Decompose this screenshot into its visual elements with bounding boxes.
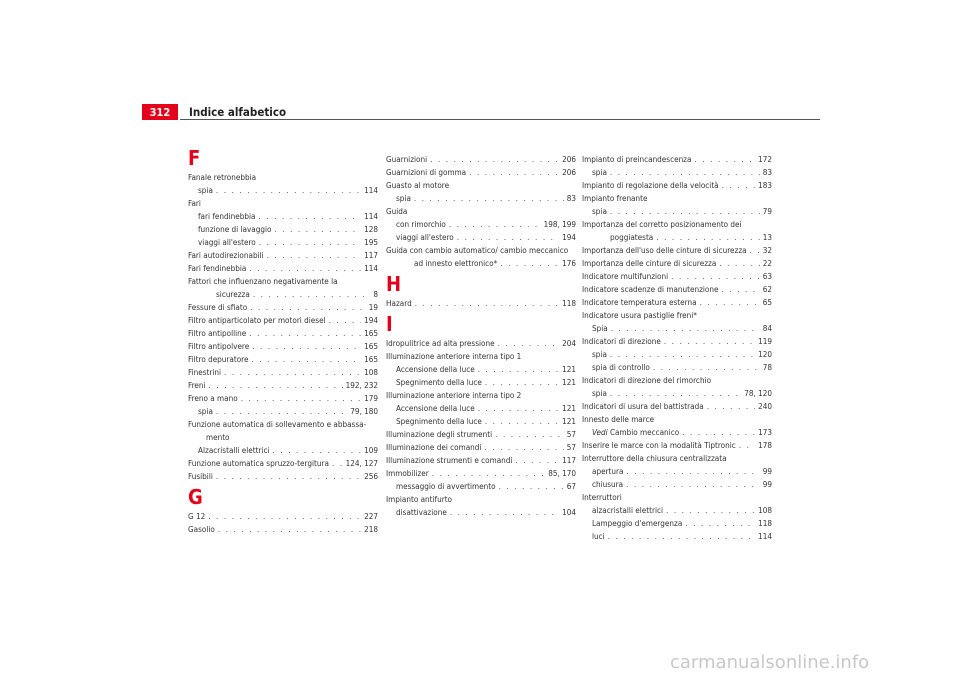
index-section-letter: F — [188, 146, 201, 170]
index-section-letter: H — [386, 272, 402, 296]
index-entry-label: Fari fendinebbia — [188, 263, 247, 273]
index-section-letter: I — [386, 312, 393, 336]
dot-leader — [457, 231, 559, 244]
index-entry-label: Fusibili — [188, 471, 213, 481]
index-entry-label: fari fendinebbia — [198, 211, 256, 221]
index-entry — [188, 457, 378, 470]
dot-leader — [739, 439, 755, 452]
index-entry — [386, 454, 576, 467]
index-entry-label: Indicatori di usura del battistrada — [582, 401, 704, 411]
index-entry — [582, 478, 772, 491]
index-entry-label: Filtro antipolline — [188, 328, 247, 338]
index-entry-label: poggiatesta — [610, 232, 654, 242]
index-entry-label: Indicatore multifunzioni — [582, 271, 669, 281]
index-entry-label: Illuminazione strumenti e comandi — [386, 455, 513, 465]
dot-leader — [430, 153, 559, 166]
index-entry — [582, 179, 772, 192]
index-entry-pages: 114 — [364, 211, 378, 221]
index-entry — [188, 470, 378, 483]
index-entry-label: chiusura — [592, 479, 624, 489]
index-entry-label: Guarnizioni — [386, 154, 428, 164]
index-entry-label: viaggi all'estero — [396, 232, 454, 242]
dot-leader — [216, 405, 347, 418]
dot-leader — [249, 262, 361, 275]
index-entry-label: Accensione della luce — [396, 364, 475, 374]
index-entry-pages: 67 — [566, 481, 576, 491]
index-entry-pages: 114 — [758, 531, 772, 541]
dot-leader — [682, 426, 755, 439]
index-entry-label: Importanza dell'uso delle cinture di sicurezza — [582, 245, 747, 255]
index-entry-label: Spia — [592, 323, 608, 333]
index-entry-pages: 227 — [364, 511, 378, 521]
dot-leader — [611, 322, 760, 335]
dot-leader — [414, 192, 564, 205]
index-entry-label: Idropulitrice ad alta pressione — [386, 338, 495, 348]
index-entry — [582, 322, 772, 335]
index-entry-pages: 240 — [758, 401, 772, 411]
dot-leader — [209, 379, 343, 392]
dot-leader — [218, 523, 361, 536]
index-entry — [188, 223, 378, 236]
dot-leader — [216, 470, 361, 483]
index-entry-label: Accensione della luce — [396, 403, 475, 413]
dot-leader — [259, 236, 361, 249]
dot-leader — [610, 166, 760, 179]
index-entry-label: Illuminazione dei comandi — [386, 442, 482, 452]
index-entry-label: apertura — [592, 466, 624, 476]
index-entry-pages: 121 — [562, 377, 576, 387]
dot-leader — [274, 223, 361, 236]
index-heading: Funzione automatica di sollevamento e abbassa- — [188, 419, 367, 429]
index-section-letter: G — [188, 485, 203, 509]
index-entry-label: spia — [592, 349, 607, 359]
dot-leader — [495, 428, 564, 441]
dot-leader — [626, 478, 760, 491]
index-entry-label: spia — [396, 193, 411, 203]
index-heading: Indicatore usura pastiglie freni* — [582, 310, 697, 320]
index-entry — [188, 314, 378, 327]
page-title: Indice alfabetico — [189, 105, 287, 119]
index-entry-label: Funzione automatica spruzzo-tergitura — [188, 458, 329, 468]
index-entry — [582, 231, 772, 244]
index-entry — [188, 288, 378, 301]
dot-leader — [432, 467, 545, 480]
index-entry-pages: 63 — [762, 271, 772, 281]
index-entry-pages: 183 — [758, 180, 772, 190]
dot-leader — [450, 506, 559, 519]
index-entry-pages: 57 — [566, 442, 576, 452]
index-entry-pages: 173 — [758, 427, 772, 437]
see-reference-label: Vedi — [592, 427, 608, 437]
index-entry-pages: 192, 232 — [345, 380, 378, 390]
dot-leader — [608, 530, 755, 543]
index-entry-label: sicurezza — [216, 289, 250, 299]
index-entry-label: Cambio meccanico — [609, 427, 680, 437]
index-entry-pages: 117 — [562, 455, 576, 465]
dot-leader — [224, 366, 361, 379]
index-entry — [188, 210, 378, 223]
dot-leader — [449, 218, 541, 231]
index-entry — [582, 244, 772, 257]
index-entry-pages: 165 — [364, 354, 378, 364]
index-entry — [582, 270, 772, 283]
dot-leader — [664, 335, 755, 348]
index-heading: Importanza del corretto posizionamento dei — [582, 219, 742, 229]
index-column-3 — [582, 153, 772, 543]
index-heading-continuation: mento — [206, 432, 230, 442]
index-entry — [386, 231, 576, 244]
index-entry-label: Filtro depuratore — [188, 354, 249, 364]
index-entry — [188, 340, 378, 353]
dot-leader — [485, 376, 559, 389]
index-entry — [188, 301, 378, 314]
index-entry — [386, 257, 576, 270]
index-entry-label: Freni — [188, 380, 206, 390]
index-entry-label: funzione di lavaggio — [198, 224, 272, 234]
index-heading: Interruttore della chiusura centralizzata — [582, 453, 727, 463]
index-entry-label: disattivazione — [396, 507, 447, 517]
index-heading: Fari — [188, 198, 201, 208]
index-heading: Impianto antifurto — [386, 494, 453, 504]
index-entry-pages: 13 — [762, 232, 772, 242]
index-entry-label: Alzacristalli elettrici — [198, 445, 270, 455]
index-entry — [188, 444, 378, 457]
index-entry-label: Fari autodirezionabili — [188, 250, 264, 260]
index-entry-pages: 204 — [562, 338, 576, 348]
index-entry — [582, 361, 772, 374]
dot-leader — [329, 314, 362, 327]
dot-leader — [259, 210, 362, 223]
index-entry — [386, 218, 576, 231]
index-heading: Guida — [386, 206, 408, 216]
index-entry — [386, 153, 576, 166]
index-entry-label: luci — [592, 531, 605, 541]
watermark: carmanualsonline.info — [670, 652, 870, 673]
index-entry — [188, 353, 378, 366]
index-entry-label: Spegnimento della luce — [396, 416, 482, 426]
index-entry-label: alzacristalli elettrici — [592, 505, 664, 515]
index-entry-label: Freno a mano — [188, 393, 238, 403]
header-divider — [180, 119, 820, 120]
index-entry — [582, 335, 772, 348]
index-heading: Indicatori di direzione del rimorchio — [582, 375, 712, 385]
index-entry-pages: 99 — [762, 479, 772, 489]
index-entry-pages: 206 — [562, 154, 576, 164]
index-entry-label: Finestrini — [188, 367, 222, 377]
index-entry-pages: 121 — [562, 416, 576, 426]
dot-leader — [719, 257, 759, 270]
index-entry-pages: 117 — [364, 250, 378, 260]
index-column-2 — [386, 153, 576, 519]
index-entry — [582, 153, 772, 166]
index-entry-pages: 57 — [566, 429, 576, 439]
dot-leader — [484, 441, 563, 454]
dot-leader — [485, 415, 559, 428]
dot-leader — [694, 153, 755, 166]
dot-leader — [478, 363, 559, 376]
index-entry — [188, 366, 378, 379]
index-entry-pages: 65 — [762, 297, 772, 307]
index-entry-label: G 12 — [188, 511, 206, 521]
index-heading: Guida con cambio automatico/ cambio meccanico — [386, 245, 569, 255]
index-entry-pages: 22 — [762, 258, 772, 268]
index-entry — [188, 510, 378, 523]
index-entry — [386, 441, 576, 454]
index-entry — [582, 517, 772, 530]
index-heading: Guasto al motore — [386, 180, 450, 190]
index-heading: Interruttori — [582, 492, 622, 502]
index-entry-label: Indicatori di direzione — [582, 336, 661, 346]
dot-leader — [250, 301, 366, 314]
index-entry-label: Filtro antipolvere — [188, 341, 250, 351]
index-entry — [582, 387, 772, 400]
index-entry-pages: 165 — [364, 341, 378, 351]
index-entry — [582, 257, 772, 270]
index-entry-pages: 198, 199 — [543, 219, 576, 229]
index-entry — [386, 166, 576, 179]
index-entry — [582, 205, 772, 218]
index-entry-pages: 99 — [762, 466, 772, 476]
index-heading: Fattori che influenzano negativamente la — [188, 276, 338, 286]
index-entry — [582, 530, 772, 543]
dot-leader — [252, 340, 361, 353]
dot-leader — [515, 454, 559, 467]
index-entry-label: Lampeggio d'emergenza — [592, 518, 683, 528]
index-entry-label: spia — [198, 185, 213, 195]
index-entry-label: Impianto di regolazione della velocità — [582, 180, 719, 190]
index-entry-pages: 78, 120 — [744, 388, 772, 398]
index-entry — [188, 236, 378, 249]
dot-leader — [666, 504, 755, 517]
index-entry-label: viaggi all'estero — [198, 237, 256, 247]
index-entry-pages: 62 — [762, 284, 772, 294]
dot-leader — [499, 480, 564, 493]
dot-leader — [208, 510, 361, 523]
index-entry-label: spia — [198, 406, 213, 416]
index-entry — [386, 192, 576, 205]
index-entry — [386, 297, 576, 310]
dot-leader — [249, 327, 361, 340]
index-entry-label: Illuminazione degli strumenti — [386, 429, 493, 439]
index-entry — [386, 402, 576, 415]
dot-leader — [267, 249, 361, 262]
dot-leader — [273, 444, 362, 457]
dot-leader — [671, 270, 760, 283]
dot-leader — [722, 179, 755, 192]
index-entry-pages: 8 — [373, 289, 378, 299]
index-entry-label: Guarnizioni di gomma — [386, 167, 467, 177]
dot-leader — [253, 288, 371, 301]
index-entry — [582, 465, 772, 478]
index-entry — [386, 376, 576, 389]
index-entry-pages: 84 — [762, 323, 772, 333]
index-entry — [386, 363, 576, 376]
index-entry-pages: 19 — [368, 302, 378, 312]
dot-leader — [332, 457, 343, 470]
index-entry-pages: 83 — [762, 167, 772, 177]
index-entry-pages: 120 — [758, 349, 772, 359]
index-entry-pages: 118 — [758, 518, 772, 528]
dot-leader — [653, 361, 760, 374]
index-column-1 — [188, 144, 378, 536]
index-entry-pages: 79, 180 — [350, 406, 378, 416]
index-entry-label: Spegnimento della luce — [396, 377, 482, 387]
index-entry — [188, 262, 378, 275]
index-entry — [188, 249, 378, 262]
index-heading: Innesto delle marce — [582, 414, 655, 424]
index-entry-pages: 206 — [562, 167, 576, 177]
index-entry-label: Importanza delle cinture di sicurezza — [582, 258, 717, 268]
index-entry-pages: 108 — [758, 505, 772, 515]
index-entry-pages: 32 — [762, 245, 772, 255]
index-entry-pages: 119 — [758, 336, 772, 346]
index-entry — [582, 504, 772, 517]
index-entry-label: spia di controllo — [592, 362, 650, 372]
index-entry-pages: 218 — [364, 524, 378, 534]
dot-leader — [478, 402, 559, 415]
index-entry-pages: 78 — [762, 362, 772, 372]
index-entry-pages: 85, 170 — [548, 468, 576, 478]
page-number-badge: 312 — [142, 104, 178, 120]
index-entry-pages: 178 — [758, 440, 772, 450]
dot-leader — [216, 184, 361, 197]
index-entry — [582, 426, 772, 439]
dot-leader — [685, 517, 755, 530]
index-entry — [188, 327, 378, 340]
dot-leader — [610, 348, 755, 361]
dot-leader — [707, 400, 755, 413]
index-entry-pages: 114 — [364, 185, 378, 195]
index-entry — [582, 439, 772, 452]
index-heading: Illuminazione anteriore interna tipo 1 — [386, 351, 522, 361]
index-entry-label: Impianto di preincandescenza — [582, 154, 692, 164]
dot-leader — [610, 205, 760, 218]
index-entry — [188, 392, 378, 405]
index-entry — [188, 523, 378, 536]
index-entry-label: Gasolio — [188, 524, 215, 534]
index-entry-pages: 104 — [562, 507, 576, 517]
dot-leader — [469, 166, 559, 179]
index-entry-label: Inserire le marce con la modalità Tiptronic — [582, 440, 736, 450]
dot-leader — [721, 283, 759, 296]
index-entry — [188, 379, 378, 392]
index-entry — [582, 166, 772, 179]
dot-leader — [626, 465, 759, 478]
index-entry-pages: 114 — [364, 263, 378, 273]
index-entry-pages: 79 — [762, 206, 772, 216]
index-entry — [386, 506, 576, 519]
index-entry-pages: 165 — [364, 328, 378, 338]
index-entry — [582, 283, 772, 296]
index-entry-label: spia — [592, 206, 607, 216]
index-heading: Impianto frenante — [582, 193, 648, 203]
dot-leader — [610, 387, 741, 400]
index-heading: Fanale retronebbia — [188, 172, 257, 182]
index-entry-pages: 172 — [758, 154, 772, 164]
dot-leader — [415, 297, 559, 310]
index-entry — [188, 405, 378, 418]
index-entry-label: spia — [592, 167, 607, 177]
index-entry-label: spia — [592, 388, 607, 398]
index-entry — [386, 467, 576, 480]
index-entry-label: con rimorchio — [396, 219, 446, 229]
index-entry — [582, 296, 772, 309]
index-entry — [582, 400, 772, 413]
index-entry-label: Indicatore scadenze di manutenzione — [582, 284, 719, 294]
index-entry — [386, 337, 576, 350]
index-entry-pages: 83 — [566, 193, 576, 203]
index-heading: Illuminazione anteriore interna tipo 2 — [386, 390, 522, 400]
index-entry-label: Fessure di sfiato — [188, 302, 248, 312]
dot-leader — [700, 296, 760, 309]
index-entry-label: Filtro antiparticolato per motori diesel — [188, 315, 326, 325]
dot-leader — [241, 392, 361, 405]
index-entry-pages: 176 — [562, 258, 576, 268]
index-entry — [582, 348, 772, 361]
index-entry-pages: 121 — [562, 364, 576, 374]
dot-leader — [251, 353, 361, 366]
index-entry-label: Hazard — [386, 298, 412, 308]
index-entry-pages: 121 — [562, 403, 576, 413]
index-entry-pages: 179 — [364, 393, 378, 403]
index-entry-pages: 195 — [364, 237, 378, 247]
index-entry-pages: 118 — [562, 298, 576, 308]
dot-leader — [750, 244, 760, 257]
index-entry-label: Indicatore temperatura esterna — [582, 297, 697, 307]
index-entry — [188, 184, 378, 197]
index-entry-pages: 194 — [562, 232, 576, 242]
index-entry-pages: 109 — [364, 445, 378, 455]
index-entry-text — [592, 426, 679, 439]
dot-leader — [500, 257, 559, 270]
index-entry-pages: 108 — [364, 367, 378, 377]
index-entry-pages: 124, 127 — [345, 458, 378, 468]
dot-leader — [498, 337, 560, 350]
index-entry-label: ad innesto elettronico* — [414, 258, 498, 268]
index-entry — [386, 415, 576, 428]
index-entry-pages: 256 — [364, 471, 378, 481]
index-entry-pages: 128 — [364, 224, 378, 234]
index-entry-label: Immobilizer — [386, 468, 429, 478]
dot-leader — [656, 231, 759, 244]
index-entry — [386, 428, 576, 441]
index-entry-pages: 194 — [364, 315, 378, 325]
index-entry — [386, 480, 576, 493]
index-entry-label: messaggio di avvertimento — [396, 481, 496, 491]
